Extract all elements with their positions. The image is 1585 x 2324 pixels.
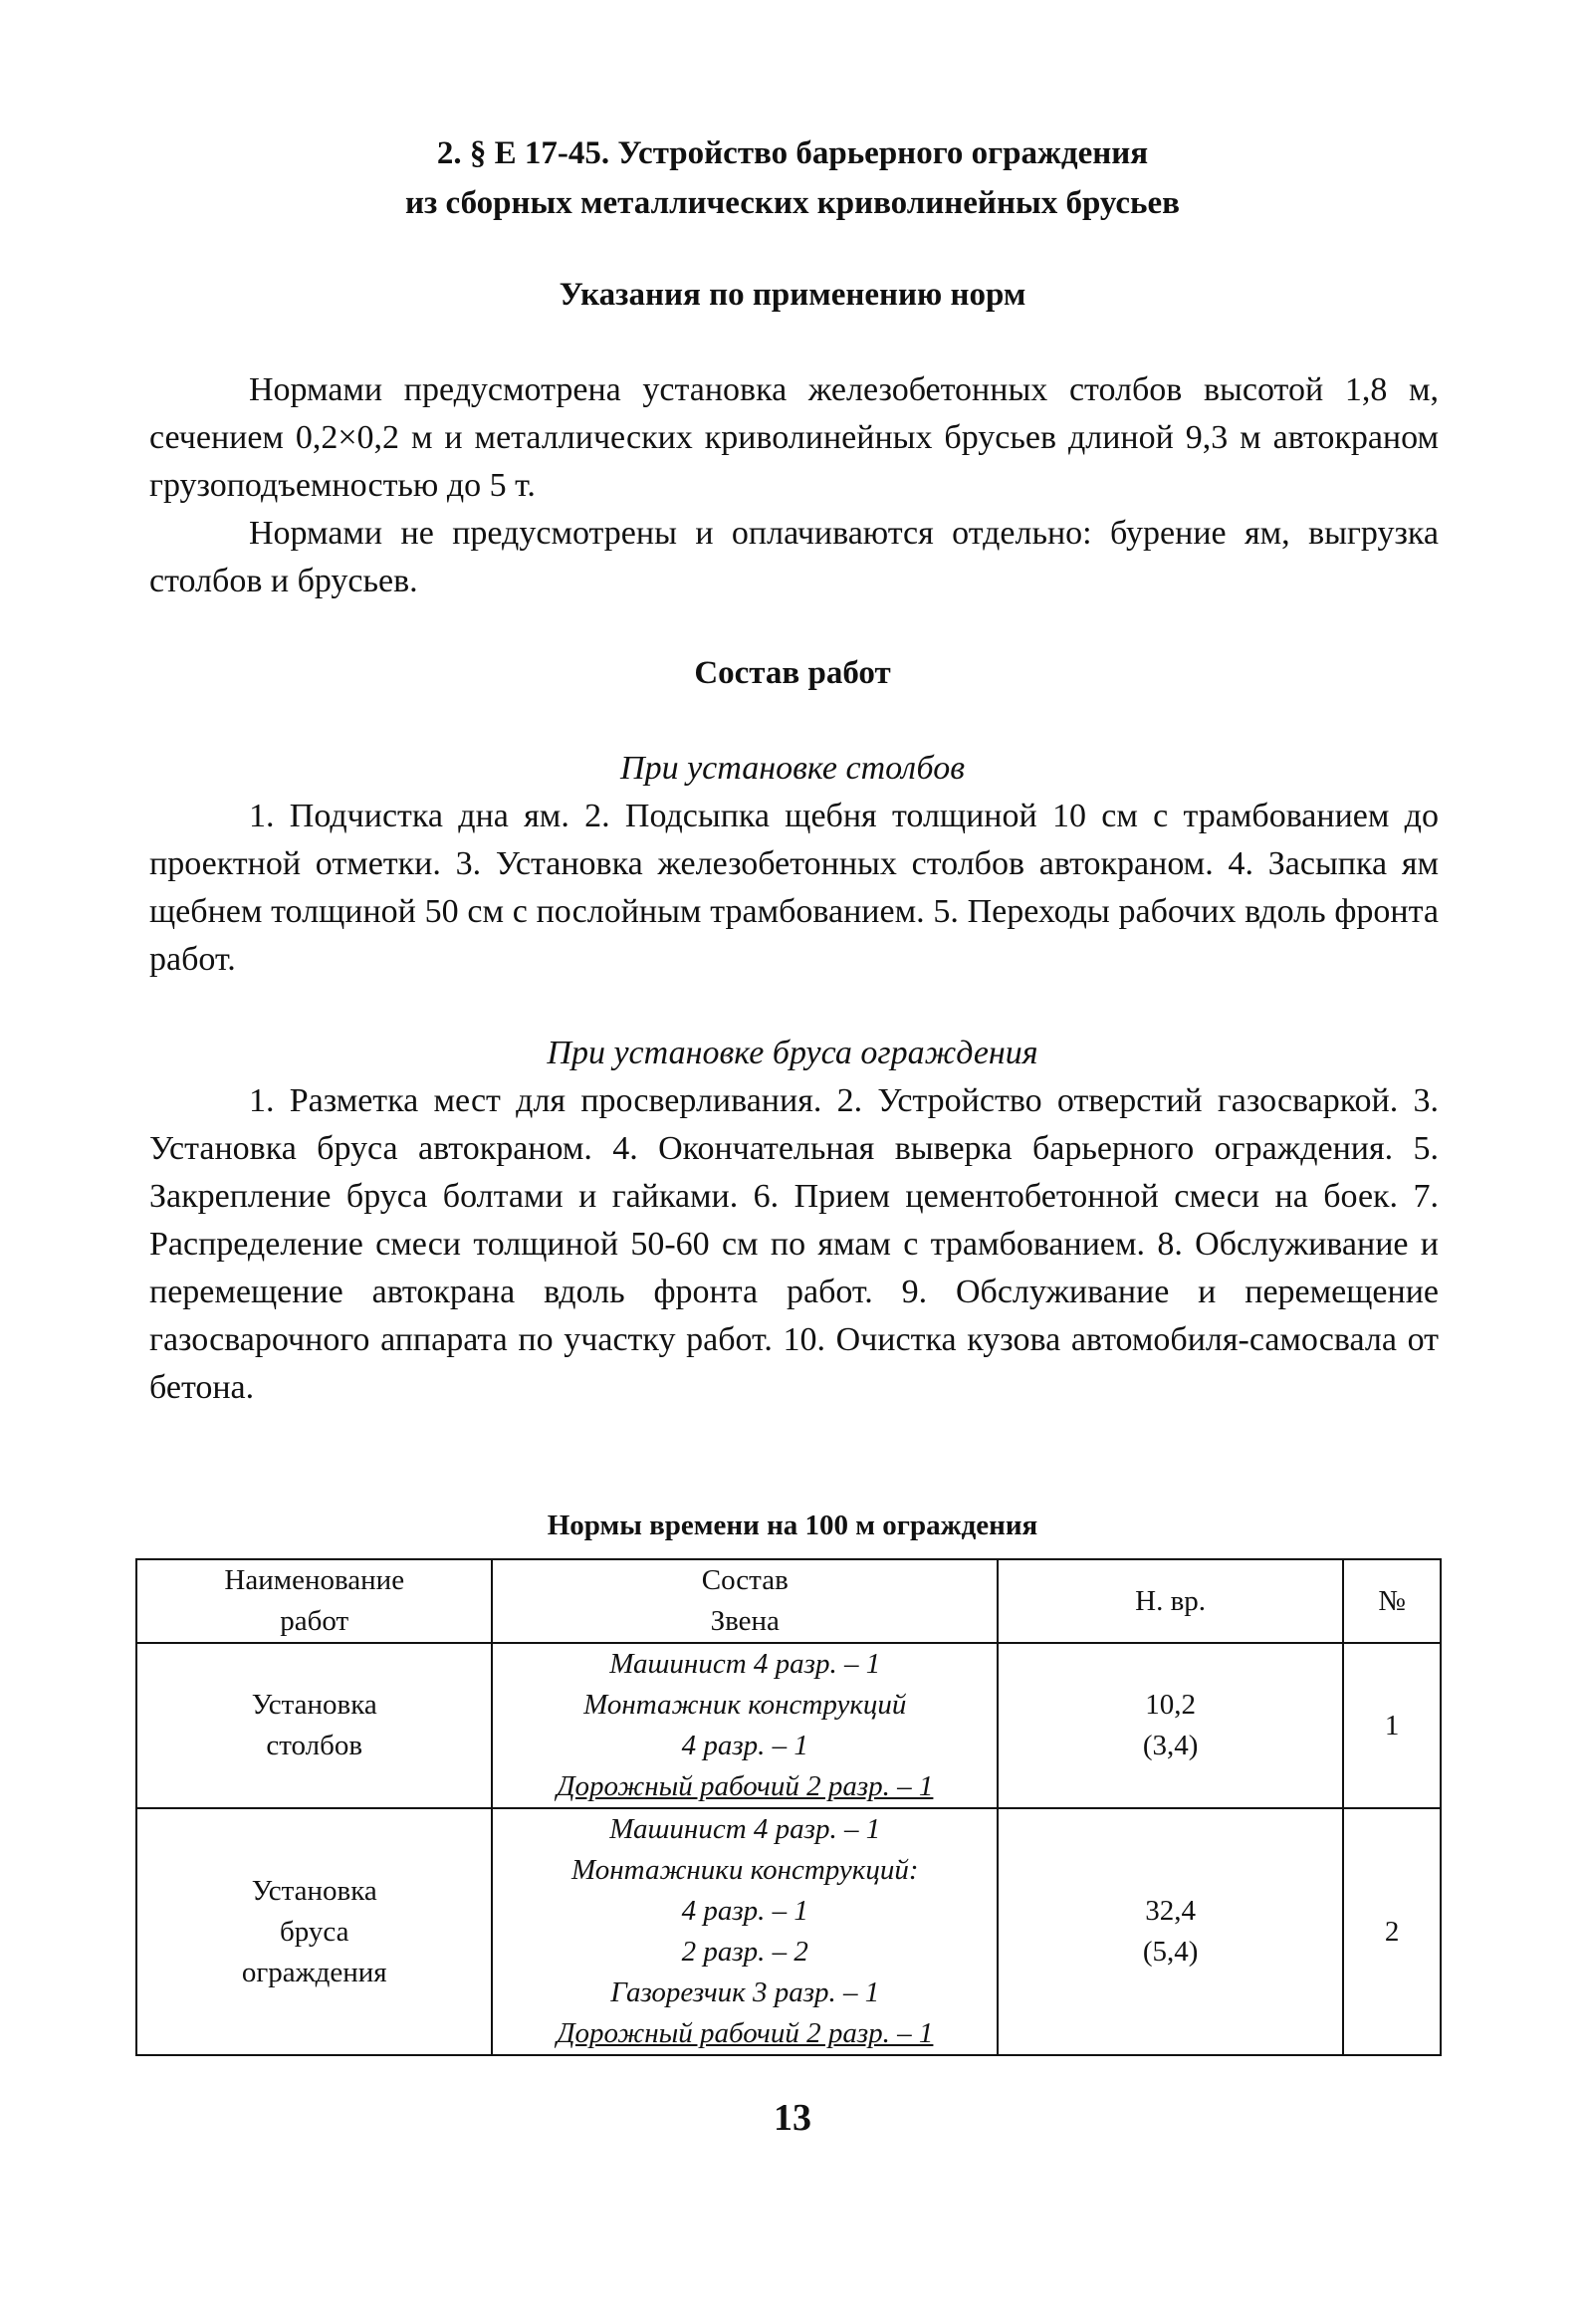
row-number-cell: 1 (1343, 1643, 1441, 1808)
time-norm-cell: 32,4 (5,4) (998, 1808, 1343, 2055)
crew-cell: Машинист 4 разр. – 1 Монтажник конструкций 4 разр. – 1 Дорожный рабочий 2 разр. – 1 (492, 1643, 998, 1808)
guidance-heading: Указания по применению норм (559, 277, 1026, 313)
work-name-cell: Установка столбов (136, 1643, 492, 1808)
table-row (136, 1643, 1441, 1808)
beam-work-text: 1. Разметка мест для просверливания. 2. Устройство отверстий газосваркой. 3. Установка бруса автокраном. 4. Окончательная выверка барьерного ограждения. 5. Закрепление бруса болтами и гайками. 6. Прием цементобетонной смеси на боек. 7. Распределение смеси толщиной 50-60 см по ямам с трамбованием. 8. Обслуживание и перемещение автокрана вдоль фронта работ. 9. Обслуживание и перемещение газосварочного аппарата по участку работ. 10. Очистка кузова автомобиля-самосвала от бетона. (149, 1082, 1439, 1406)
posts-subheading: При установке столбов (620, 750, 965, 787)
time-norm-cell: 10,2 (3,4) (998, 1643, 1343, 1808)
header-work-name: Наименование работ (136, 1559, 492, 1643)
header-crew: Состав Звена (492, 1559, 998, 1643)
row-number-cell: 2 (1343, 1808, 1441, 2055)
crew-cell: Машинист 4 разр. – 1 Монтажники конструкций: 4 разр. – 1 2 разр. – 2 Газорезчик 3 разр. – 1 Дорожный рабочий 2 разр. – 1 (492, 1808, 998, 2055)
guidance-paragraph-1: Нормами предусмотрена установка железобетонных столбов высотой 1,8 м, сечением 0,2×0,2 м и металлических криволинейных брусьев длиной 9,3 м автокраном грузоподъемностью до 5 т. (149, 371, 1439, 504)
beam-subheading: При установке бруса ограждения (547, 1035, 1038, 1071)
header-time-norm: Н. вр. (998, 1559, 1343, 1643)
time-norms-table (135, 1558, 1442, 2056)
work-composition-heading: Состав работ (694, 655, 891, 691)
table-title: Нормы времени на 100 м ограждения (547, 1510, 1038, 1541)
section-title-line1: 2. § Е 17-45. Устройство барьерного ограждения (436, 135, 1149, 171)
posts-work-text: 1. Подчистка дна ям. 2. Подсыпка щебня толщиной 10 см с трамбованием до проектной отметки. 3. Установка железобетонных столбов автокраном. 4. Засыпка ям щебнем толщиной 50 см с послойным трамбованием. 5. Переходы рабочих вдоль фронта работ. (149, 798, 1439, 978)
table-row (136, 1808, 1441, 2055)
page-number: 13 (774, 2097, 811, 2139)
work-name-cell: Установка бруса ограждения (136, 1808, 492, 2055)
table-header-row (136, 1559, 1441, 1643)
section-title-line2: из сборных металлических криволинейных брусьев (405, 185, 1180, 221)
header-number: № (1343, 1559, 1441, 1643)
guidance-paragraph-2: Нормами не предусмотрены и оплачиваются отдельно: бурение ям, выгрузка столбов и брусьев. (149, 515, 1439, 599)
